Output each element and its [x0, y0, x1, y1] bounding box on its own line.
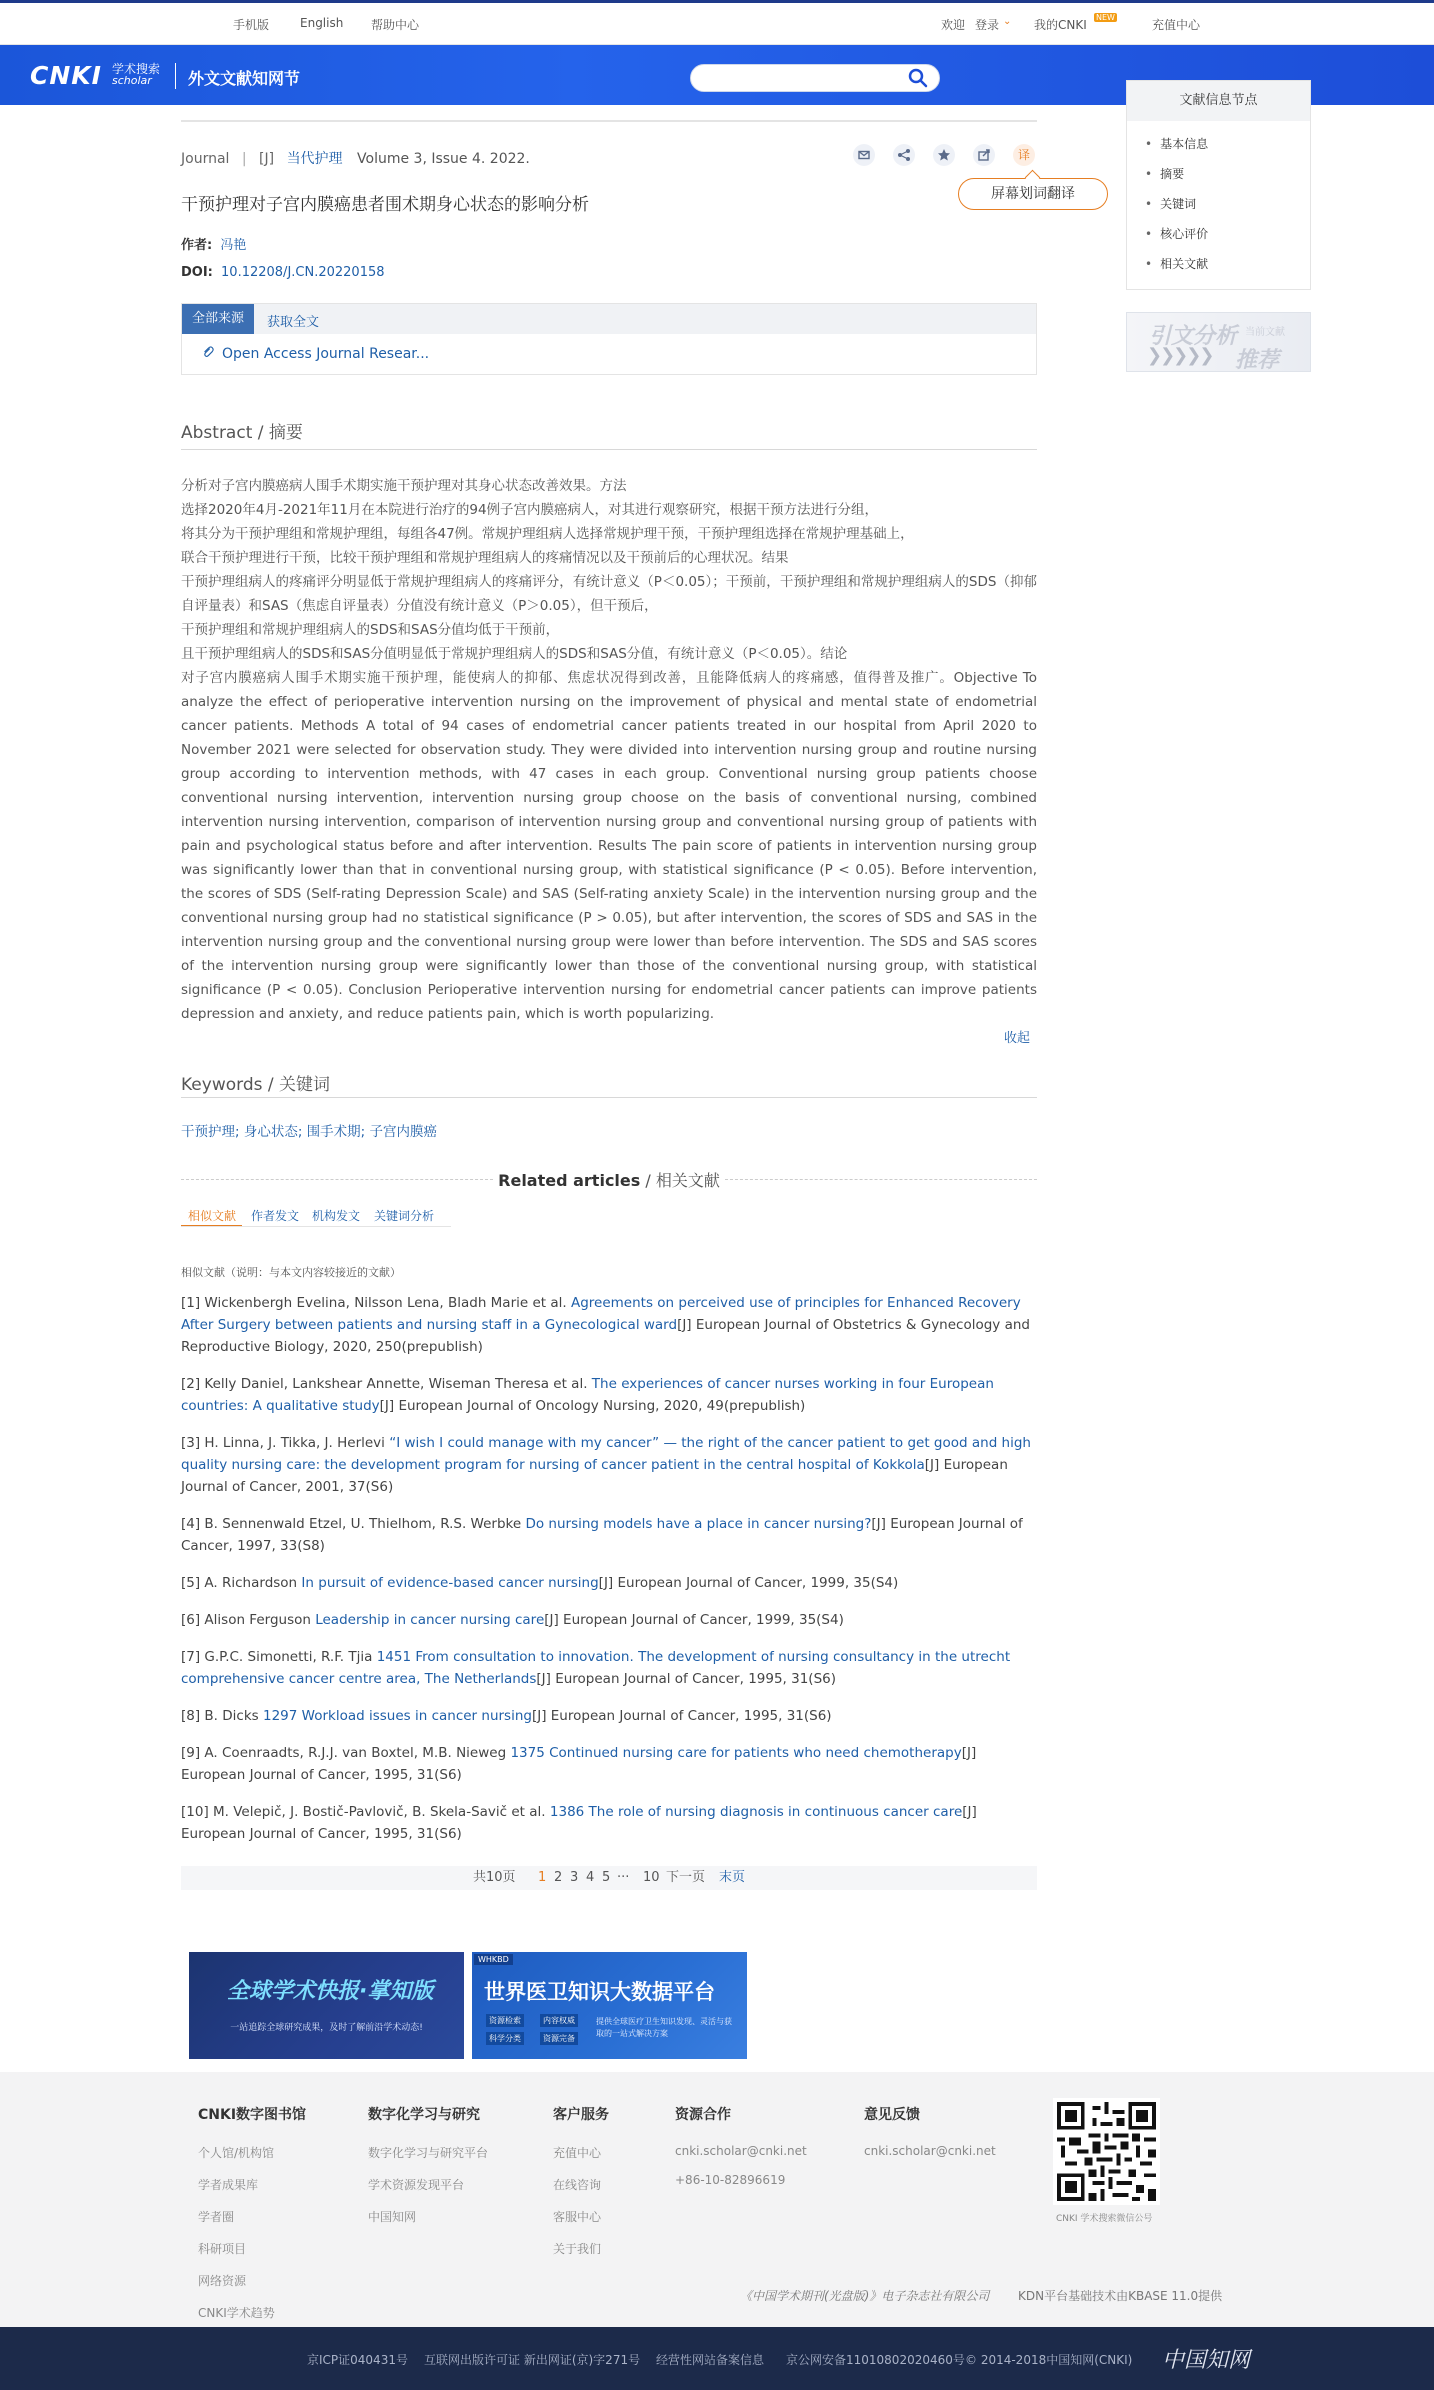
qr-caption: CNKI 学术搜索微信公号 — [1056, 2214, 1153, 2224]
ad2-title: 世界医卫知识大数据平台 — [484, 1980, 715, 2004]
translate-icon[interactable]: 译 — [1013, 144, 1035, 166]
nav-item-related[interactable]: • 相关文献 — [1127, 249, 1310, 279]
nav-item-basic-info[interactable]: • 基本信息 — [1127, 129, 1310, 159]
record-text[interactable]: 经营性网站备案信息 — [656, 2353, 765, 2367]
logo-subtitle — [112, 63, 160, 87]
police-record-text[interactable]: 京公网安备11010802020460号 — [786, 2353, 965, 2367]
article-type: Journal — [181, 151, 230, 167]
ref-number: [4] — [181, 1516, 201, 1532]
page-total: 共10页 — [473, 1870, 516, 1885]
ref-authors: Wickenbergh Evelina, Nilsson Lena, Bladh Marie et al. — [204, 1295, 567, 1311]
ref-title-link[interactable]: 1451 From consultation to innovation. The development of nursing consultancy in the utrecht comprehensive cancer centre area, The Netherlands — [181, 1649, 1011, 1687]
ad2-chip: 资源检索 — [486, 2014, 524, 2027]
ref-source: [J] European Journal of Obstetrics & Gynecology and Reproductive Biology, 2020, 250(prepublish) — [181, 1317, 1030, 1355]
footer-col-learning — [368, 2104, 488, 2225]
keywords-divider — [181, 1097, 1037, 1098]
keywords-list[interactable]: 干预护理; 身心状态; 围手术期; 子宫内膜癌 — [181, 1124, 438, 1140]
abstract-line: 联合干预护理进行干预，比较干预护理组和常规护理组病人的疼痛情况以及干预前后的心理状况。结果 — [181, 550, 789, 566]
ref-authors: H. Linna, J. Tikka, J. Herlevi — [204, 1435, 385, 1451]
mycnki-link[interactable]: 我的CNKI — [1034, 18, 1087, 32]
ad2-chip: 内容权威 — [540, 2014, 578, 2027]
page-5[interactable]: 5 — [602, 1870, 611, 1885]
ref-number: [2] — [181, 1376, 201, 1392]
ref-authors: B. Sennenwald Etzel, U. Thielhom, R.S. Werbke — [204, 1516, 522, 1532]
info-nav-title: 文献信息节点 — [1127, 81, 1310, 121]
translate-tooltip: 屏幕划词翻译 — [958, 178, 1108, 210]
banner-text-1: 引文分析 — [1149, 324, 1238, 349]
footer-col-library — [198, 2104, 306, 2321]
license-text[interactable]: 互联网出版许可证 新出网证(京)字271号 — [424, 2353, 641, 2367]
logo-sub-cn: 学术搜索 — [112, 62, 161, 76]
footer-col-title: 意见反馈 — [864, 2107, 920, 2123]
pagination — [181, 1866, 1037, 1890]
email-icon[interactable] — [853, 144, 875, 166]
related-heading-en: Related articles — [498, 1171, 641, 1190]
site-name: 外文文献知网节 — [188, 69, 301, 88]
abstract-line: 干预护理组病人的疼痛评分明显低于常规护理组病人的疼痛评分，有统计意义（P＜0.05）；干预前，干预护理组和常规护理组病人的SDS（抑郁自评量表）和SAS（焦虑自评量表）分值没有统计意义（P＞0.05），但干预后， — [181, 574, 1037, 614]
citation-analysis-banner[interactable] — [1126, 312, 1311, 372]
page-3[interactable]: 3 — [570, 1870, 579, 1885]
footer-col-feedback — [864, 2104, 996, 2158]
footer-col-title: CNKI数字图书馆 — [198, 2107, 307, 2123]
footer-email[interactable]: cnki.scholar@cnki.net — [675, 2144, 807, 2158]
publisher-text: 《中国学术期刊(光盘版)》电子杂志社有限公司 — [740, 2289, 990, 2303]
footer-link[interactable]: 个人馆/机构馆 — [198, 2146, 275, 2160]
kbase-text: KDN平台基础技术由KBASE 11.0提供 — [1018, 2289, 1223, 2303]
ref-source: [J] European Journal of Cancer, 1995, 31(S6) — [181, 1804, 977, 1842]
login-link[interactable]: 登录 — [975, 18, 1000, 32]
ref-authors: G.P.C. Simonetti, R.F. Tjia — [204, 1649, 373, 1665]
ref-authors: A. Richardson — [204, 1575, 298, 1591]
author-label: 作者: — [181, 238, 213, 253]
footer-col-title: 数字化学习与研究 — [368, 2107, 480, 2123]
abstract-line: 干预护理组和常规护理组病人的SDS和SAS分值均低于干预前， — [181, 622, 560, 638]
abstract-paragraph: 对子宫内膜癌病人围手术期实施干预护理，能使病人的抑郁、焦虑状况得到改善，且能降低病人的疼痛感，值得普及推广。Objective To analyze the effect of perioperative intervention nursing on the improvement of physical and mental state of endometrial cancer patients. Methods A total of 94 cases of endometrial cancer patients treated in our hospital from April 2020 to November 2021 were selected for observation study. They were divided into intervention nursing group and routine nursing group according to intervention methods, with 47 cases in each group. Conventional nursing group patients choose conventional nursing intervention, intervention nursing group choose on the basis of conventional nursing, combined intervention nursing intervention, comparison of intervention nursing group and conventional nursing group of patients with pain and psychological status before and after intervention. Results The pain score of patients in intervention nursing group was significantly lower than that in conventional nursing group, with statistical significance (P < 0.05). Before intervention, the scores of SDS (Self-rating Depression Scale) and SAS (Self-rating anxiety Scale) in the intervention nursing group and the conventional nursing group had no statistical significance (P > 0.05), but after intervention, the scores of SDS and SAS in the intervention nursing group and the conventional nursing group were lower than before intervention. The SDS and SAS scores of the intervention nursing group were significantly lower than those of the conventional nursing group, with statistical significance (P < 0.05). Conclusion Perioperative intervention nursing for endometrial cancer patients can improve patients depression and anxiety, and reduce patients pain, which is worth popularizing. — [181, 670, 1037, 1022]
share-icon[interactable] — [893, 144, 915, 166]
ad1-title: 全球学术快报·掌知版 — [227, 1979, 434, 2004]
medical-bigdata-banner[interactable] — [472, 1952, 747, 2059]
banner-small-text: 当前文献 — [1245, 327, 1285, 338]
abstract-text — [181, 474, 1037, 1026]
ref-authors: A. Coenraadts, R.J.J. van Boxtel, M.B. Nieweg — [204, 1745, 507, 1761]
list-item — [181, 1373, 1037, 1417]
article-meta — [181, 148, 530, 168]
ref-source: [J] European Journal of Oncology Nursing, 2020, 49(prepublish) — [379, 1398, 806, 1414]
list-item — [181, 1801, 1037, 1845]
footer-link[interactable]: CNKI学术趋势 — [198, 2306, 275, 2320]
nav-item-core-eval[interactable]: • 核心评价 — [1127, 219, 1310, 249]
tab-author-papers[interactable]: 作者发文 — [251, 1209, 300, 1223]
ref-title-link[interactable]: 1297 Workload issues in cancer nursing — [262, 1708, 532, 1724]
footer-link[interactable]: 科研项目 — [198, 2242, 247, 2256]
nav-item-abstract[interactable]: • 摘要 — [1127, 159, 1310, 189]
abstract-heading: Abstract / 摘要 — [181, 423, 303, 443]
footer-link[interactable]: 充值中心 — [553, 2146, 602, 2160]
ad2-chip: 科学分类 — [486, 2032, 524, 2045]
list-item — [181, 1432, 1037, 1498]
list-item — [181, 1705, 1037, 1727]
ref-title-link[interactable]: 1386 The role of nursing diagnosis in continuous cancer care — [549, 1804, 963, 1820]
tab-get-fulltext[interactable]: 获取全文 — [267, 315, 320, 330]
academic-express-banner[interactable] — [189, 1952, 464, 2059]
welcome-text: 欢迎 — [941, 18, 966, 32]
page-10[interactable]: 10 — [643, 1870, 660, 1885]
author-link[interactable]: 冯艳 — [220, 238, 247, 253]
similar-note: 相似文献（说明：与本文内容较接近的文献） — [181, 1266, 401, 1279]
mobile-link[interactable]: 手机版 — [233, 18, 270, 32]
info-nav-panel — [1126, 80, 1311, 290]
ref-source: [J] European Journal of Cancer, 1999, 35(S4) — [598, 1575, 899, 1591]
page-4[interactable]: 4 — [586, 1870, 595, 1885]
doi-label: DOI: — [181, 265, 213, 280]
favorite-star-icon[interactable] — [933, 144, 955, 166]
ref-source: [J] European Journal of Cancer, 1999, 35(S4) — [544, 1612, 844, 1628]
tab-similar[interactable]: 相似文献 — [188, 1209, 237, 1223]
keywords-heading: Keywords / 关键词 — [181, 1075, 330, 1095]
doi-link[interactable]: 10.12208/J.CN.20220158 — [221, 265, 385, 280]
related-heading-cn: / 相关文献 — [640, 1171, 720, 1190]
ref-title-link[interactable]: “I wish I could manage with my cancer” — the right of the cancer patient to get good and high quality nursing care: the development program for nursing of cancer patient in the central hospital of Kokkola — [181, 1435, 1031, 1473]
ref-authors: M. Velepič, J. Bostič-Pavlovič, B. Skela-Savič et al. — [213, 1804, 546, 1820]
footer-link[interactable]: 客服中心 — [553, 2210, 602, 2224]
english-link[interactable]: English — [300, 16, 344, 30]
ad2-desc: 提供全球医疗卫生知识发现、灵活与获取的一站式解决方案 — [596, 2017, 732, 2038]
meta-separator: | — [241, 151, 247, 167]
ref-authors: Kelly Daniel, Lankshear Annette, Wiseman Theresa et al. — [204, 1376, 588, 1392]
qr-code-icon — [1053, 2098, 1160, 2205]
ref-number: [3] — [181, 1435, 201, 1451]
ref-number: [8] — [181, 1708, 201, 1724]
ref-title-link[interactable]: The experiences of cancer nurses working in four European countries: A qualitative study — [181, 1376, 994, 1414]
page-ellipsis: ··· — [617, 1870, 630, 1885]
chevron-down-icon[interactable]: ⌄ — [1003, 16, 1012, 27]
footer-link[interactable]: 学者圈 — [198, 2210, 235, 2224]
list-item — [181, 1572, 1037, 1594]
tabs-divider — [181, 1226, 451, 1227]
footer — [0, 2072, 1434, 2327]
footer-link[interactable]: 中国知网 — [368, 2210, 417, 2224]
footer-email[interactable]: cnki.scholar@cnki.net — [864, 2144, 996, 2158]
list-item — [181, 1742, 1037, 1786]
ad1-subtitle: 一站追踪全球研究成果，及时了解前沿学术动态! — [230, 2023, 423, 2033]
abstract-divider — [181, 449, 1037, 450]
search-icon[interactable] — [906, 66, 930, 90]
list-item — [181, 1646, 1037, 1690]
logo-sub-en: scholar — [112, 74, 152, 87]
copyright-text: © 2014-2018中国知网(CNKI) — [965, 2353, 1133, 2367]
new-badge: NEW — [1096, 13, 1115, 22]
cnki-footer-logo: 中国知网 — [1162, 2348, 1251, 2373]
footer-link[interactable]: 关于我们 — [553, 2242, 602, 2256]
ref-number: [5] — [181, 1575, 201, 1591]
ref-source: [J] European Journal of Cancer, 1995, 31(S6) — [536, 1671, 837, 1687]
ref-title-link[interactable]: Do nursing models have a place in cancer nursing? — [525, 1516, 872, 1532]
content-top-divider — [181, 120, 1037, 122]
footer-link[interactable]: 学术资源发现平台 — [368, 2178, 465, 2192]
ref-authors: B. Dicks — [204, 1708, 259, 1724]
abstract-line: 且干预护理组病人的SDS和SAS分值明显低于常规护理组病人的SDS和SAS分值，有统计意义（P＜0.05）。结论 — [181, 646, 848, 662]
ref-title-link[interactable]: Agreements on perceived use of principles for Enhanced Recovery After Surgery between patients and nursing staff in a Gynecological ward — [181, 1295, 1021, 1333]
page-2[interactable]: 2 — [554, 1870, 563, 1885]
copyright-bar — [0, 2327, 1434, 2390]
banner-arrows-icon: ❯❯❯❯❯ — [1147, 345, 1213, 366]
ref-number: [1] — [181, 1295, 201, 1311]
list-item — [181, 1292, 1037, 1358]
page-1[interactable]: 1 — [538, 1870, 547, 1885]
banner-text-2: 推荐 — [1235, 348, 1280, 373]
help-link[interactable]: 帮助中心 — [371, 18, 420, 32]
list-item — [181, 1513, 1037, 1557]
collapse-link[interactable]: 收起 — [1004, 1031, 1031, 1046]
footer-col-title: 客户服务 — [553, 2107, 609, 2123]
last-page[interactable]: 末页 — [719, 1870, 746, 1885]
footer-phone: +86-10-82896619 — [675, 2173, 786, 2187]
ad2-chip: 资源完备 — [540, 2032, 578, 2045]
ref-number: [6] — [181, 1612, 201, 1628]
abstract-line: 将其分为干预护理组和常规护理组，每组各47例。常规护理组病人选择常规护理干预，干预护理组选择在常规护理基础上， — [181, 526, 914, 542]
footer-link[interactable]: 网络资源 — [198, 2274, 247, 2288]
ref-number: [10] — [181, 1804, 209, 1820]
recharge-link[interactable]: 充值中心 — [1152, 18, 1201, 32]
footer-col-title: 资源合作 — [675, 2107, 731, 2123]
footer-link[interactable]: 数字化学习与研究平台 — [368, 2146, 489, 2160]
volume-info: Volume 3, Issue 4. 2022. — [357, 151, 530, 167]
ref-source: [J] European Journal of Cancer, 1995, 31(S6) — [181, 1745, 977, 1783]
nav-item-keywords[interactable]: • 关键词 — [1127, 189, 1310, 219]
footer-col-cooperation — [675, 2104, 807, 2187]
tab-keyword-analysis[interactable]: 关键词分析 — [374, 1209, 435, 1223]
open-access-link[interactable]: Open Access Journal Resear... — [222, 346, 430, 362]
logo-divider — [175, 63, 176, 89]
ref-number: [7] — [181, 1649, 201, 1665]
top-bar — [0, 3, 1434, 45]
ref-title-link[interactable]: Leadership in cancer nursing care — [315, 1612, 545, 1628]
tab-institution-papers[interactable]: 机构发文 — [312, 1209, 361, 1223]
ref-title-link[interactable]: In pursuit of evidence-based cancer nursing — [301, 1575, 599, 1591]
tab-all-sources[interactable]: 全部来源 — [182, 304, 254, 334]
abstract-line: 分析对子宫内膜癌病人围手术期实施干预护理对其身心状态改善效果。方法 — [181, 478, 627, 494]
ref-source: [J] European Journal of Cancer, 2001, 37(S6) — [181, 1457, 1008, 1495]
ref-title-link[interactable]: 1375 Continued nursing care for patients who need chemotherapy — [510, 1745, 962, 1761]
next-page[interactable]: 下一页 — [666, 1870, 706, 1885]
related-heading — [181, 1168, 1037, 1191]
footer-link[interactable]: 在线咨询 — [553, 2178, 602, 2192]
ref-authors: Alison Ferguson — [204, 1612, 311, 1628]
doi-row — [181, 265, 385, 280]
search-input[interactable] — [690, 64, 940, 92]
list-item — [181, 1609, 1037, 1631]
author-row — [181, 234, 246, 253]
journal-link[interactable]: 当代护理 — [286, 151, 343, 167]
ref-source: [J] European Journal of Cancer, 1995, 31(S6) — [531, 1708, 832, 1724]
ref-source: [J] European Journal of Cancer, 1997, 33(S8) — [181, 1516, 1023, 1554]
export-icon[interactable] — [973, 144, 995, 166]
abstract-line: 选择2020年4月-2021年11月在本院进行治疗的94例子宫内膜癌病人，对其进行观察研究，根据干预方法进行分组， — [181, 502, 879, 518]
footer-link[interactable]: 学者成果库 — [198, 2178, 259, 2192]
cnki-logo[interactable]: CNKI — [30, 61, 102, 90]
journal-tag: [J] — [259, 151, 275, 167]
ad2-tag: WHKBD — [474, 1954, 513, 1965]
attachment-icon — [202, 345, 214, 363]
footer-col-service — [553, 2104, 609, 2257]
ref-number: [9] — [181, 1745, 201, 1761]
icp-text[interactable]: 京ICP证040431号 — [307, 2353, 408, 2367]
article-title: 干预护理对子宫内膜癌患者围术期身心状态的影响分析 — [181, 195, 589, 215]
